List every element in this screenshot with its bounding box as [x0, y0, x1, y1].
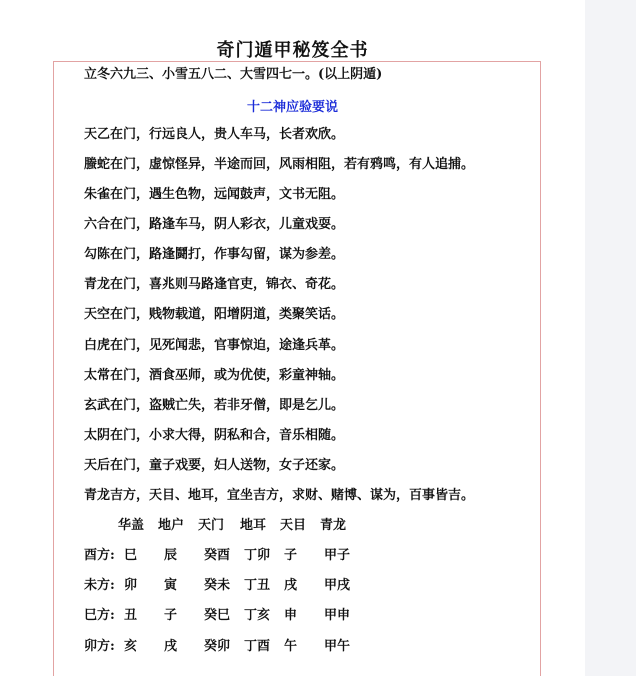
- table-cell: 甲子: [324, 548, 351, 563]
- table-cell: 子: [164, 608, 178, 623]
- text-line: 青龙在门，喜兆则马路逢官吏，锦衣、奇花。: [84, 277, 345, 292]
- table-cell: 癸未: [204, 578, 231, 593]
- table-cell: 丁丑: [244, 578, 271, 593]
- table-cell: 甲申: [324, 608, 351, 623]
- table-header: 天门: [198, 518, 225, 533]
- table-cell: 卯: [124, 578, 138, 593]
- table-cell: 癸卯: [204, 639, 231, 654]
- text-line: 太阴在门，小求大得，阴私和合，音乐相随。: [84, 428, 345, 443]
- text-line: 朱雀在门，遇生色物，远闻鼓声，文书无阻。: [84, 187, 345, 202]
- text-line: 白虎在门，见死闻悲，官事惊迫，途逢兵革。: [84, 338, 345, 353]
- text-line: 六合在门，路逢车马，阴人彩衣，儿童戏耍。: [84, 217, 345, 232]
- table-header: 地耳: [240, 518, 267, 533]
- table-cell: 申: [284, 608, 298, 623]
- text-line: 天后在门，童子戏要，妇人送物，女子还家。: [84, 458, 345, 473]
- table-cell: 甲午: [324, 639, 351, 654]
- text-line: 螣蛇在门，虚惊怪异，半途而回，风雨相阻，若有鸦鸣，有人追捕。: [84, 157, 475, 172]
- table-row-label: 卯方:: [84, 639, 115, 654]
- table-cell: 丑: [124, 608, 138, 623]
- table-cell: 丁卯: [244, 548, 271, 563]
- table-cell: 子: [284, 548, 298, 563]
- viewer-gutter: [585, 0, 636, 676]
- table-row-label: 未方:: [84, 578, 115, 593]
- table-header: 华盖: [118, 518, 145, 533]
- section-title: 十二神应验要说: [246, 100, 338, 115]
- table-cell: 丁酉: [244, 639, 271, 654]
- table-header: 地户: [158, 518, 185, 533]
- text-line: 天乙在门，行远良人，贵人车马，长者欢欣。: [84, 127, 345, 142]
- text-line: 青龙吉方，天目、地耳，宜坐吉方，求财、赌博、谋为，百事皆吉。: [84, 488, 475, 503]
- table-cell: 戌: [164, 639, 178, 654]
- intro-line: 立冬六九三、小雪五八二、大雪四七一。(以上阴遁): [84, 67, 383, 82]
- table-cell: 亥: [124, 639, 138, 654]
- table-cell: 寅: [164, 578, 178, 593]
- table-row-label: 酉方:: [84, 548, 115, 563]
- table-cell: 午: [284, 639, 298, 654]
- table-cell: 甲戌: [324, 578, 351, 593]
- text-line: 玄武在门，盗贼亡失，若非牙僧，即是乞儿。: [84, 398, 345, 413]
- table-cell: 辰: [164, 548, 178, 563]
- table-header: 天目: [280, 518, 307, 533]
- table-cell: 戌: [284, 578, 298, 593]
- text-line: 太常在门，酒食巫师，或为优使，彩童神轴。: [84, 368, 345, 383]
- table-row-label: 巳方:: [84, 608, 115, 623]
- document-title: 奇门遁甲秘笈全书: [216, 40, 369, 61]
- table-cell: 巳: [124, 548, 138, 563]
- text-line: 天空在门，贱物载道，阳增阴道，类聚笑话。: [84, 307, 345, 322]
- text-line: 勾陈在门，路逢鬪打，作事勾留，谋为参差。: [84, 247, 345, 262]
- table-cell: 癸巳: [204, 608, 231, 623]
- table-cell: 癸酉: [204, 548, 231, 563]
- table-header: 青龙: [320, 518, 347, 533]
- table-cell: 丁亥: [244, 608, 271, 623]
